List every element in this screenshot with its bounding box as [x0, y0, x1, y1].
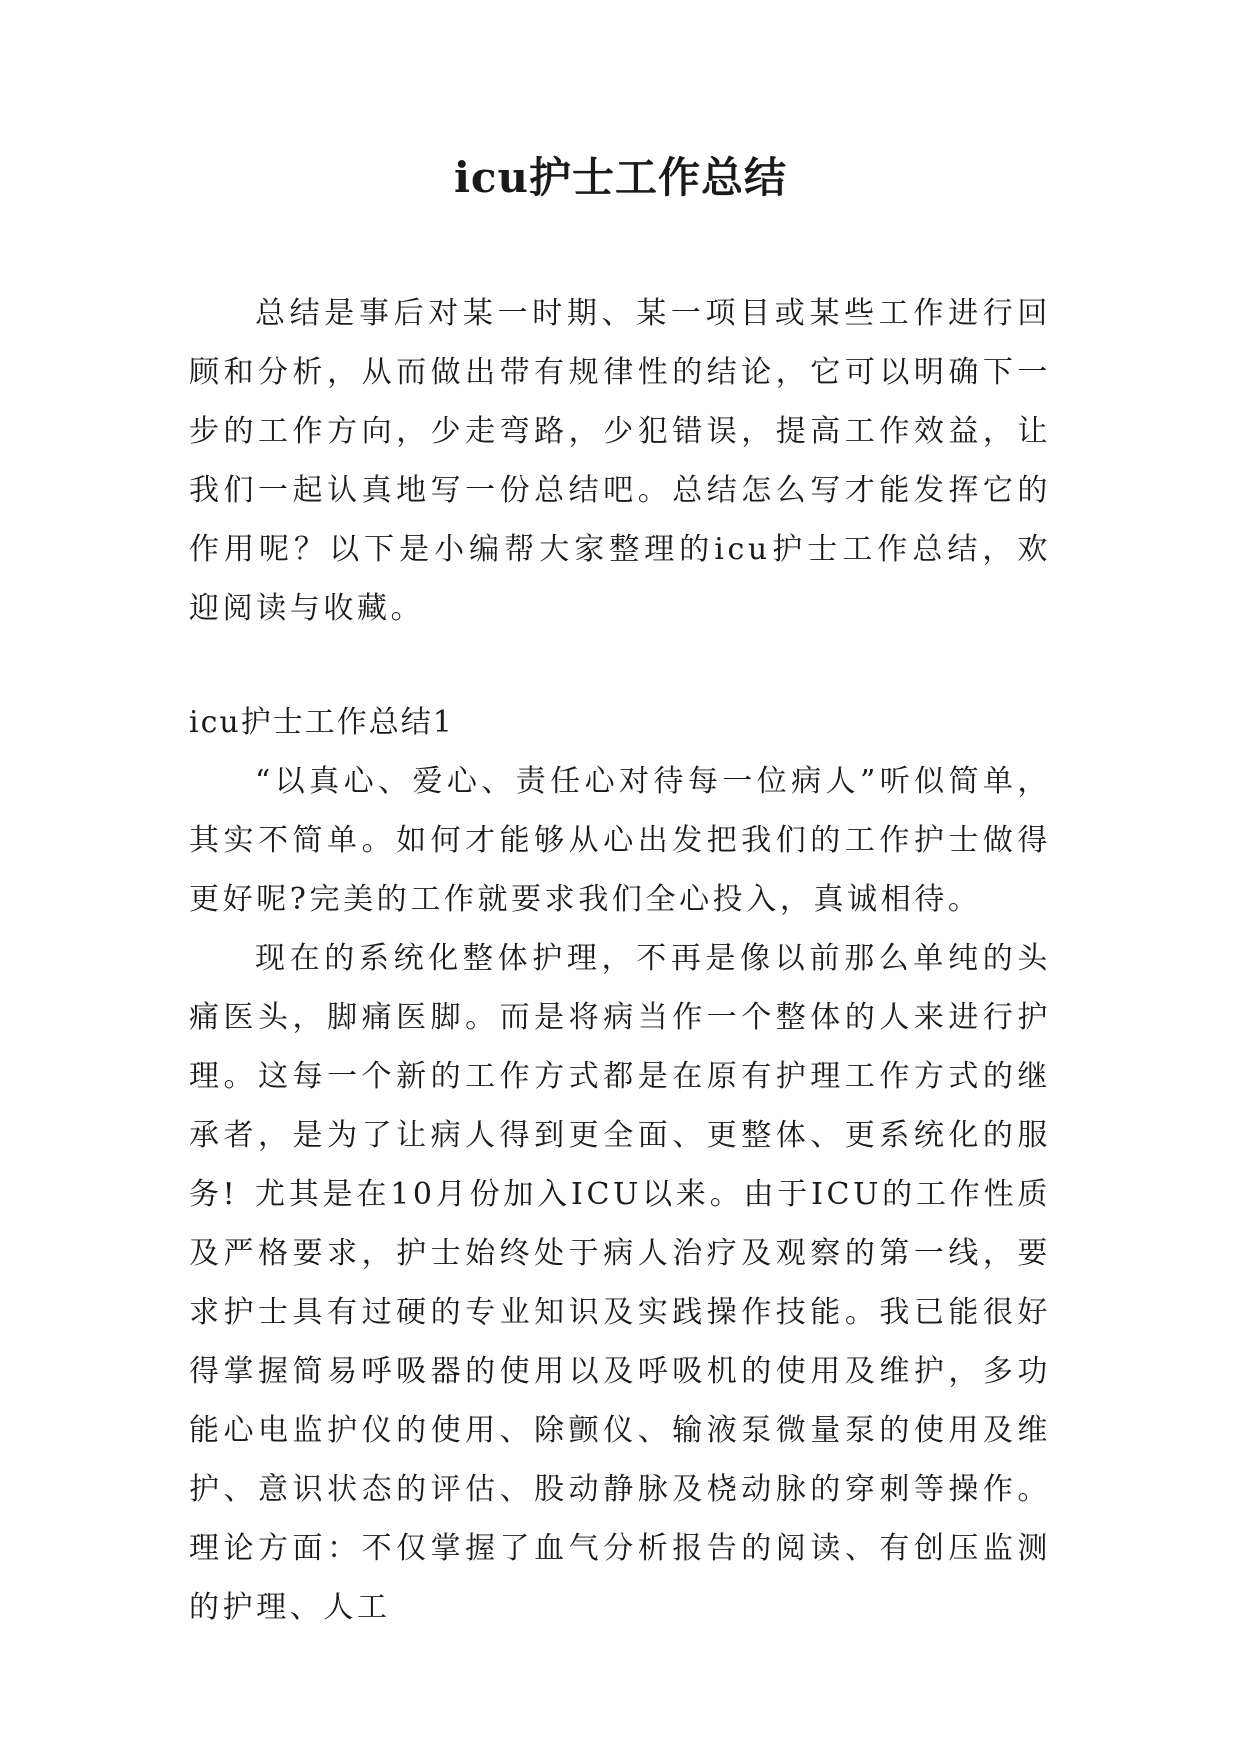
body-paragraph-1: “以真心、爱心、责任心对待每一位病人”听似简单，其实不简单。如何才能够从心出发把我们的工作护士做得更好呢?完美的工作就要求我们全心投入，真诚相待。: [189, 764, 1051, 917]
document-title: icu护士工作总结: [453, 153, 788, 202]
section-heading: icu护士工作总结1: [189, 705, 454, 740]
body-paragraph-3: 尤其是在10月份加入ICU以来。由于ICU的工作性质及严格要求，护士始终处于病人治疗及观察的第一线，要求护士具有过硬的专业知识及实践操作技能。我已能很好得掌握简易呼吸器的使用以及呼吸机的使用及维护，多功能心电监护仪的使用、除颤仪、输液泵微量泵的使用及维护、意识状态的评估、股动静脉及桡动脉的穿刺等操作。理论方面：不仅掌握了血气分析报告的阅读、有创压监测的护理、人工: [189, 1177, 1051, 1625]
intro-paragraph: 总结是事后对某一时期、某一项目或某些工作进行回顾和分析，从而做出带有规律性的结论，它可以明确下一步的工作方向，少走弯路，少犯错误，提高工作效益，让我们一起认真地写一份总结吧。总结怎么写才能发挥它的作用呢？以下是小编帮大家整理的icu护士工作总结，欢迎阅读与收藏。: [189, 296, 1051, 626]
body-paragraph-2: 现在的系统化整体护理，不再是像以前那么单纯的头痛医头，脚痛医脚。而是将病当作一个整体的人来进行护理。这每一个新的工作方式都是在原有护理工作方式的继承者，是为了让病人得到更全面、更整体、更系统化的服务!: [189, 941, 1051, 1212]
